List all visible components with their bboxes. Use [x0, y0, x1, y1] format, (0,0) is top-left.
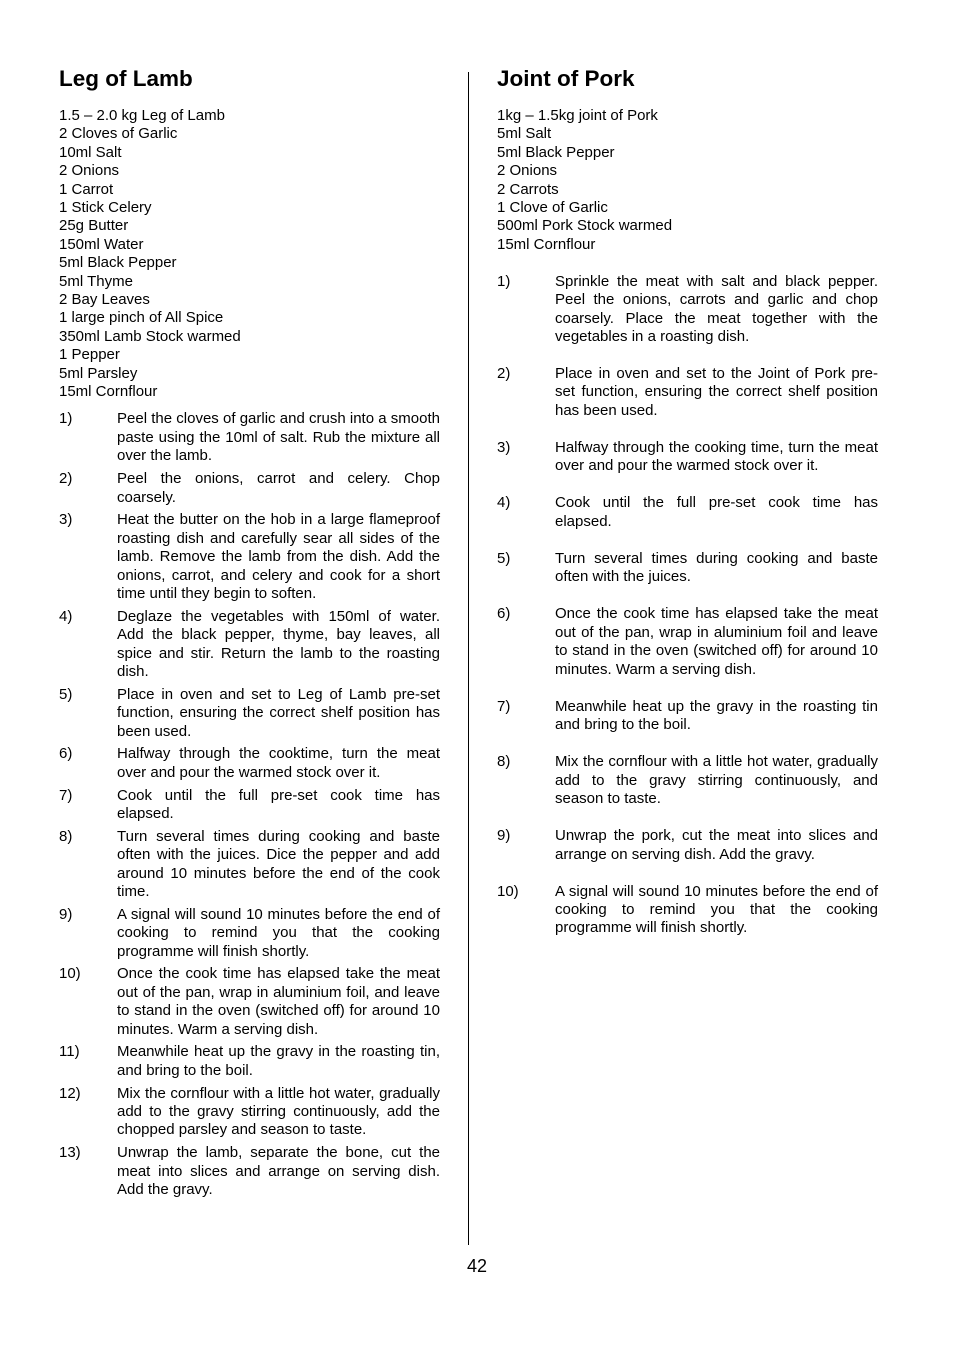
step-number: 4)	[59, 607, 73, 625]
ingredient-item: 2 Onions	[59, 162, 120, 180]
step-number: 1)	[497, 272, 511, 290]
step-text: Sprinkle the meat with salt and black pepper. Peel the onions, carrots and garlic and chop coarsely. Place the meat together with the vegetables in a roasting dish.	[555, 272, 878, 345]
step-number: 2)	[497, 365, 511, 383]
joint-of-pork-column	[497, 66, 878, 957]
step-text: Turn several times during cooking and baste often with the juices. Dice the pepper and add around 10 minutes before the end of the cook time.	[117, 827, 440, 900]
step-number: 6)	[59, 745, 73, 763]
ingredient-item: 5ml Black Pepper	[59, 254, 177, 272]
step-text: Cook until the full pre-set cook time has elapsed.	[117, 786, 440, 822]
step-text: A signal will sound 10 minutes before the end of cooking to remind you that the cooking programme will finish shortly.	[117, 905, 440, 960]
method-step	[59, 511, 440, 603]
ingredient-item: 500ml Pork Stock warmed	[497, 217, 673, 235]
step-text: Meanwhile heat up the gravy in the roasting tin, and bring to the boil.	[117, 1043, 440, 1079]
ingredient-list	[497, 107, 878, 254]
ingredient-item: 15ml Cornflour	[59, 383, 158, 401]
method-step	[59, 686, 440, 741]
step-number: 11)	[59, 1043, 80, 1061]
step-text: Deglaze the vegetables with 150ml of water. Add the black pepper, thyme, bay leaves, all spice and stir. Return the lamb to the roasting dish.	[117, 607, 440, 680]
ingredient-item: 1 Pepper	[59, 346, 120, 364]
step-text: Peel the cloves of garlic and crush into a smooth paste using the 10ml of salt. Rub the mixture all over the lamb.	[117, 410, 440, 465]
ingredient-item: 350ml Lamb Stock warmed	[59, 327, 241, 345]
method-step	[59, 828, 440, 902]
method-step	[59, 965, 440, 1039]
method-step	[497, 550, 878, 587]
method-step	[497, 273, 878, 347]
step-number: 8)	[497, 753, 511, 771]
method-step	[497, 365, 878, 420]
column-divider	[468, 72, 469, 1245]
step-number: 12)	[59, 1084, 81, 1102]
ingredient-list	[59, 107, 440, 402]
leg-of-lamb-column	[59, 66, 440, 1204]
page-number: 42	[466, 1256, 488, 1276]
step-text: Once the cook time has elapsed take the meat out of the pan, wrap in aluminium foil and leave to stand in the oven (switched off) for around 10 minutes. Warm a serving dish.	[555, 605, 878, 678]
step-number: 7)	[59, 786, 73, 804]
step-number: 4)	[497, 494, 511, 512]
step-text: Peel the onions, carrot and celery. Chop coarsely.	[117, 470, 440, 506]
method-step	[59, 608, 440, 682]
step-number: 2)	[59, 470, 73, 488]
ingredient-item: 150ml Water	[59, 235, 144, 253]
step-number: 3)	[497, 438, 511, 456]
ingredient-item: 1 Carrot	[59, 180, 114, 198]
step-text: Unwrap the lamb, separate the bone, cut the meat into slices and arrange on serving dish. Add the gravy.	[117, 1144, 440, 1199]
ingredient-item: 1 Clove of Garlic	[497, 199, 608, 217]
step-text: Place in oven and set to the Joint of Pork pre-set function, ensuring the correct shelf position has been used.	[555, 365, 878, 419]
ingredient-item: 2 Onions	[497, 162, 558, 180]
ingredient-item: 2 Carrots	[497, 180, 559, 198]
ingredient-item: 5ml Salt	[497, 125, 552, 143]
ingredient-item: 1kg – 1.5kg joint of Pork	[497, 106, 658, 124]
step-number: 7)	[497, 697, 511, 715]
ingredient-item: 10ml Salt	[59, 143, 122, 161]
step-number: 1)	[59, 410, 73, 428]
step-text: Meanwhile heat up the gravy in the roasting tin and bring to the boil.	[555, 697, 878, 734]
step-number: 9)	[59, 905, 73, 923]
step-text: Halfway through the cooking time, turn the meat over and pour the warmed stock over it.	[555, 438, 878, 475]
ingredient-item: 1 large pinch of All Spice	[59, 309, 224, 327]
step-text: Mix the cornflour with a little hot water, gradually add to the gravy stirring continuously, and season to taste.	[555, 753, 878, 808]
method-step	[59, 410, 440, 465]
step-text: Halfway through the cooktime, turn the meat over and pour the warmed stock over it.	[117, 745, 440, 781]
method-step	[59, 1144, 440, 1199]
method-step	[497, 883, 878, 938]
method-step	[497, 439, 878, 476]
step-number: 10)	[59, 965, 81, 983]
method-step	[59, 906, 440, 961]
ingredient-item: 5ml Parsley	[59, 364, 138, 382]
step-number: 8)	[59, 827, 73, 845]
method-step	[59, 787, 440, 824]
step-text: Unwrap the pork, cut the meat into slices and arrange on serving dish. Add the gravy.	[555, 827, 878, 863]
step-number: 9)	[497, 827, 511, 845]
step-text: Heat the butter on the hob in a large flameproof roasting dish and carefully sear all sides of the lamb. Remove the lamb from the dish. Add the onions, carrot, and celery and cook for a short time until they begin to soften.	[117, 511, 440, 602]
step-text: A signal will sound 10 minutes before the end of cooking to remind you that the cooking programme will finish shortly.	[555, 882, 878, 937]
recipe-title: Leg of Lamb	[59, 66, 193, 91]
step-number: 5)	[59, 685, 73, 703]
step-text: Cook until the full pre-set cook time has elapsed.	[555, 494, 878, 530]
ingredient-item: 2 Cloves of Garlic	[59, 125, 178, 143]
method-step	[497, 494, 878, 531]
method-step	[497, 753, 878, 808]
step-text: Once the cook time has elapsed take the meat out of the pan, wrap in aluminium foil, and leave to stand in the oven (switched off) for around 10 minutes. Warm a serving dish.	[117, 965, 440, 1038]
method-step	[59, 1043, 440, 1080]
step-number: 10)	[497, 882, 519, 900]
ingredient-item: 25g Butter	[59, 217, 129, 235]
ingredient-item: 15ml Cornflour	[497, 235, 596, 253]
ingredient-item: 5ml Thyme	[59, 272, 133, 290]
step-number: 6)	[497, 605, 511, 623]
step-text: Mix the cornflour with a little hot water, gradually add to the gravy stirring continuously, add the chopped parsley and season to taste.	[117, 1084, 440, 1139]
method-step	[59, 470, 440, 507]
method-step	[59, 1085, 440, 1140]
method-step	[497, 605, 878, 679]
step-number: 5)	[497, 549, 511, 567]
recipe-title: Joint of Pork	[497, 66, 635, 91]
ingredient-item: 2 Bay Leaves	[59, 291, 150, 309]
method-step	[59, 745, 440, 782]
method-steps	[59, 410, 440, 1199]
step-number: 3)	[59, 511, 73, 529]
step-text: Place in oven and set to Leg of Lamb pre-set function, ensuring the correct shelf position has been used.	[117, 685, 440, 740]
step-number: 13)	[59, 1144, 81, 1162]
method-step	[497, 698, 878, 735]
ingredient-item: 5ml Black Pepper	[497, 143, 615, 161]
ingredient-item: 1.5 – 2.0 kg Leg of Lamb	[59, 106, 225, 124]
method-step	[497, 827, 878, 864]
step-text: Turn several times during cooking and baste often with the juices.	[555, 549, 878, 586]
method-steps	[497, 273, 878, 938]
ingredient-item: 1 Stick Celery	[59, 199, 152, 217]
